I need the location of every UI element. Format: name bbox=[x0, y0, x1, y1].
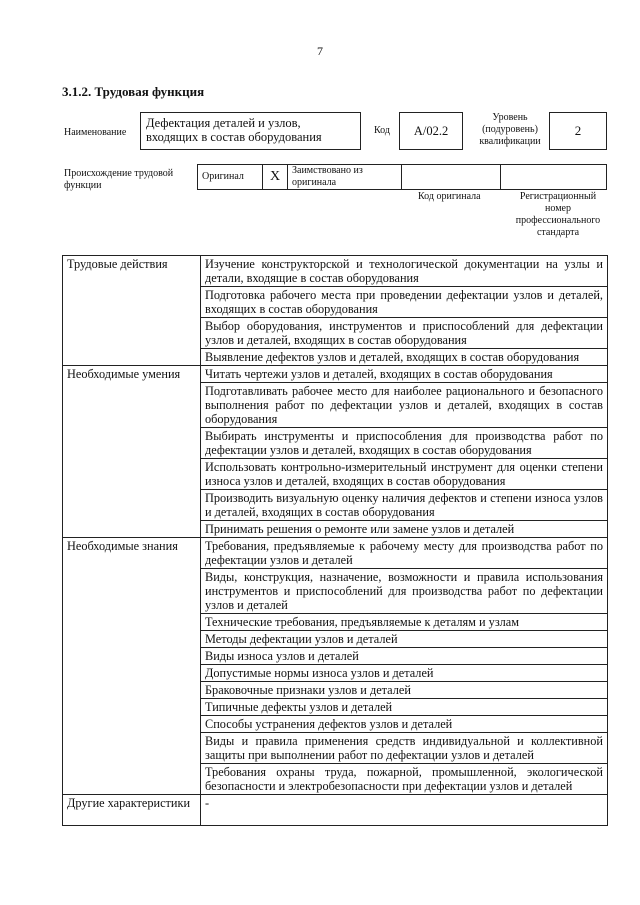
row-group-label: Другие характеристики bbox=[63, 795, 201, 826]
row-group-label: Необходимые знания bbox=[63, 538, 201, 795]
code-original-label: Код оригинала bbox=[418, 191, 481, 202]
requirement-item: Читать чертежи узлов и деталей, входящих в состав оборудования bbox=[201, 366, 608, 383]
requirement-item: Виды износа узлов и деталей bbox=[201, 648, 608, 665]
requirement-item: Выбор оборудования, инструментов и приспособлений для дефектации узлов и деталей, входящих в состав оборудования bbox=[201, 318, 608, 349]
requirement-item: Подготавливать рабочее место для наиболее рационального и безопасного выполнения работ по дефектации узлов и деталей, входящих в состав оборудования bbox=[201, 383, 608, 428]
original-mark: X bbox=[263, 165, 288, 190]
function-name-value: Дефектация деталей и узлов, входящих в состав оборудования bbox=[140, 112, 361, 150]
level-label: Уровень (подуровень) квалификации bbox=[479, 112, 541, 147]
original-label: Оригинал bbox=[198, 165, 263, 190]
reg-number-label: Регистрационный номер профессионального стандарта bbox=[515, 191, 601, 238]
page-number: 7 bbox=[317, 44, 323, 58]
requirement-item: Методы дефектации узлов и деталей bbox=[201, 631, 608, 648]
requirement-item: Изучение конструкторской и технологической документации на узлы и детали, входящие в состав оборудования bbox=[201, 256, 608, 287]
level-value: 2 bbox=[549, 112, 607, 150]
requirement-item: Допустимые нормы износа узлов и деталей bbox=[201, 665, 608, 682]
requirement-item: Подготовка рабочего места при проведении дефектации узлов и деталей, входящих в состав оборудования bbox=[201, 287, 608, 318]
origin-label: Происхождение трудовой функции bbox=[64, 168, 174, 191]
requirement-item: Производить визуальную оценку наличия дефектов и степени износа узлов и деталей, входящих в состав оборудования bbox=[201, 490, 608, 521]
requirement-item: Выявление дефектов узлов и деталей, входящих в состав оборудования bbox=[201, 349, 608, 366]
requirement-item: Виды и правила применения средств индивидуальной и коллективной защиты при выполнении работ по дефектации узлов и деталей bbox=[201, 733, 608, 764]
requirement-item: Требования охраны труда, пожарной, промышленной, экологической безопасности и электробезопасности при дефектации узлов и деталей bbox=[201, 764, 608, 795]
section-title: 3.1.2. Трудовая функция bbox=[62, 84, 205, 99]
origin-table bbox=[197, 164, 607, 190]
code-original-cell bbox=[402, 165, 501, 190]
borrowed-label: Заимствовано из оригинала bbox=[288, 165, 402, 190]
table-row bbox=[63, 795, 608, 826]
requirement-item: Принимать решения о ремонте или замене узлов и деталей bbox=[201, 521, 608, 538]
requirement-item: Браковочные признаки узлов и деталей bbox=[201, 682, 608, 699]
table-row bbox=[63, 538, 608, 569]
reg-number-cell bbox=[501, 165, 607, 190]
main-table bbox=[62, 255, 608, 826]
requirement-item: Виды, конструкция, назначение, возможности и правила использования инструментов и приспособлений для производства работ по дефектации узлов и деталей bbox=[201, 569, 608, 614]
function-code-value: А/02.2 bbox=[399, 112, 463, 150]
requirement-item: Способы устранения дефектов узлов и деталей bbox=[201, 716, 608, 733]
requirement-item: - bbox=[201, 795, 608, 826]
requirement-item: Технические требования, предъявляемые к деталям и узлам bbox=[201, 614, 608, 631]
name-label: Наименование bbox=[64, 127, 127, 138]
requirement-item: Выбирать инструменты и приспособления для производства работ по дефектации узлов и деталей, входящих в состав оборудования bbox=[201, 428, 608, 459]
requirement-item: Требования, предъявляемые к рабочему месту для производства работ по дефектации узлов и деталей bbox=[201, 538, 608, 569]
row-group-label: Необходимые умения bbox=[63, 366, 201, 538]
row-group-label: Трудовые действия bbox=[63, 256, 201, 366]
table-row bbox=[63, 256, 608, 287]
requirement-item: Использовать контрольно-измерительный инструмент для оценки степени износа узлов и деталей, входящих в состав оборудования bbox=[201, 459, 608, 490]
code-label: Код bbox=[374, 125, 390, 136]
table-row bbox=[63, 366, 608, 383]
requirement-item: Типичные дефекты узлов и деталей bbox=[201, 699, 608, 716]
